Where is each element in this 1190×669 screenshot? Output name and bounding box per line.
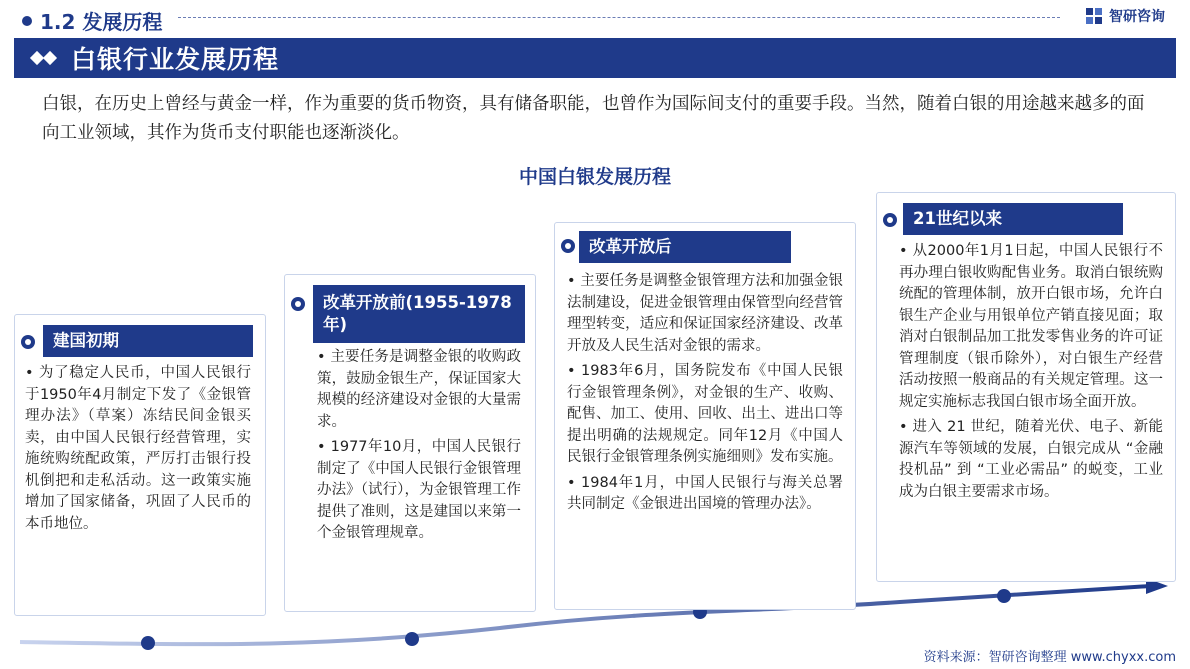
- stage-label-2: 改革开放前(1955-1978年): [313, 285, 525, 343]
- diamond-icon: [32, 53, 55, 63]
- intro-paragraph: 白银，在历史上曾经与黄金一样，作为重要的货币物资，具有储备职能，也曾作为国际间支付的重要手段。当然，随着白银的用途越来越多的面向工业领域，其作为货币支付职能也逐渐淡化。: [42, 94, 1145, 143]
- stage-paragraph: • 1984年1月，中国人民银行与海关总署共同制定《金银进出国境的管理办法》。: [567, 474, 843, 512]
- section-heading: [22, 6, 162, 35]
- brand-logo-icon: [1085, 7, 1103, 25]
- stage-label-1: 建国初期: [43, 325, 253, 357]
- header-divider: [178, 17, 1060, 18]
- banner-title: 白银行业发展历程: [71, 45, 280, 74]
- pin-icon: [291, 297, 305, 311]
- pin-icon: [21, 335, 35, 349]
- bullet-dot-icon: [22, 16, 32, 26]
- title-banner: [14, 38, 1176, 78]
- stage-card-3: [554, 222, 856, 610]
- stage-paragraph: • 进入 21 世纪，随着光伏、电子、新能源汽车等领域的发展，白银完成从 “金融投机品” 到 “工业必需品” 的蜕变，工业成为白银主要需求市场。: [899, 419, 1163, 500]
- stage-paragraph: • 主要任务是调整金银管理方法和加强金银法制建设，促进金银管理由保管型向经营管理型转变，适应和保证国家经济建设、改革开放及人民生活对金银的需求。: [567, 273, 843, 354]
- pin-icon: [561, 239, 575, 253]
- timeline-title: 中国白银发展历程: [518, 166, 671, 188]
- stage-paragraph: • 主要任务是调整金银的收购政策，鼓励金银生产，保证国家大规模的经济建设对金银的大量需求。: [317, 349, 521, 430]
- stage-label-3: 改革开放后: [579, 231, 791, 263]
- timeline-node-1: [141, 636, 155, 650]
- section-label: 1.2 发展历程: [40, 10, 163, 34]
- pin-icon: [883, 213, 897, 227]
- stage-body-3: [567, 271, 843, 520]
- stage-body-1: [25, 363, 251, 539]
- stage-body-2: [317, 347, 521, 549]
- source-note: 资料来源：智研咨询整理 www.chyxx.com: [923, 650, 1176, 665]
- stage-paragraph: • 1977年10月，中国人民银行制定了《中国人民银行金银管理办法》（试行），为金银管理工作提供了准则，这是建国以来第一个金银管理规章。: [317, 439, 521, 541]
- stage-card-4: [876, 192, 1176, 582]
- brand-name: 智研咨询: [1109, 9, 1165, 25]
- stage-label-4: 21世纪以来: [903, 203, 1123, 235]
- timeline-node-4: [997, 589, 1011, 603]
- stage-body-4: [899, 241, 1163, 507]
- stage-paragraph: • 1983年6月，国务院发布《中国人民银行金银管理条例》，对金银的生产、收购、配售、加工、使用、回收、出土、进出口等提出明确的法规规定。同年12月《中国人民银行金银管理条例实施细则》发布实施。: [567, 363, 843, 465]
- timeline-node-2: [405, 632, 419, 646]
- stage-card-2: [284, 274, 536, 612]
- stage-paragraph: • 从2000年1月1日起，中国人民银行不再办理白银收购配售业务。取消白银统购统配的管理体制，放开白银市场，允许白银生产企业与用银单位产销直接见面；取消对白银制品加工批发零售业务的许可证管理制度（银币除外），对白银生产经营活动按照一般商品的有关规定管理。这一规定实施标志我国白银市场全面开放。: [899, 243, 1163, 410]
- brand-logo: [1085, 6, 1165, 26]
- stage-card-1: [14, 314, 266, 616]
- stage-paragraph: • 为了稳定人民币，中国人民银行于1950年4月制定下发了《金银管理办法》（草案）冻结民间金银买卖，由中国人民银行经营管理，实施统购统配政策，严厉打击银行投机倒把和走私活动。这一政策实施增加了国家储备，巩固了人民币的本币地位。: [25, 365, 251, 532]
